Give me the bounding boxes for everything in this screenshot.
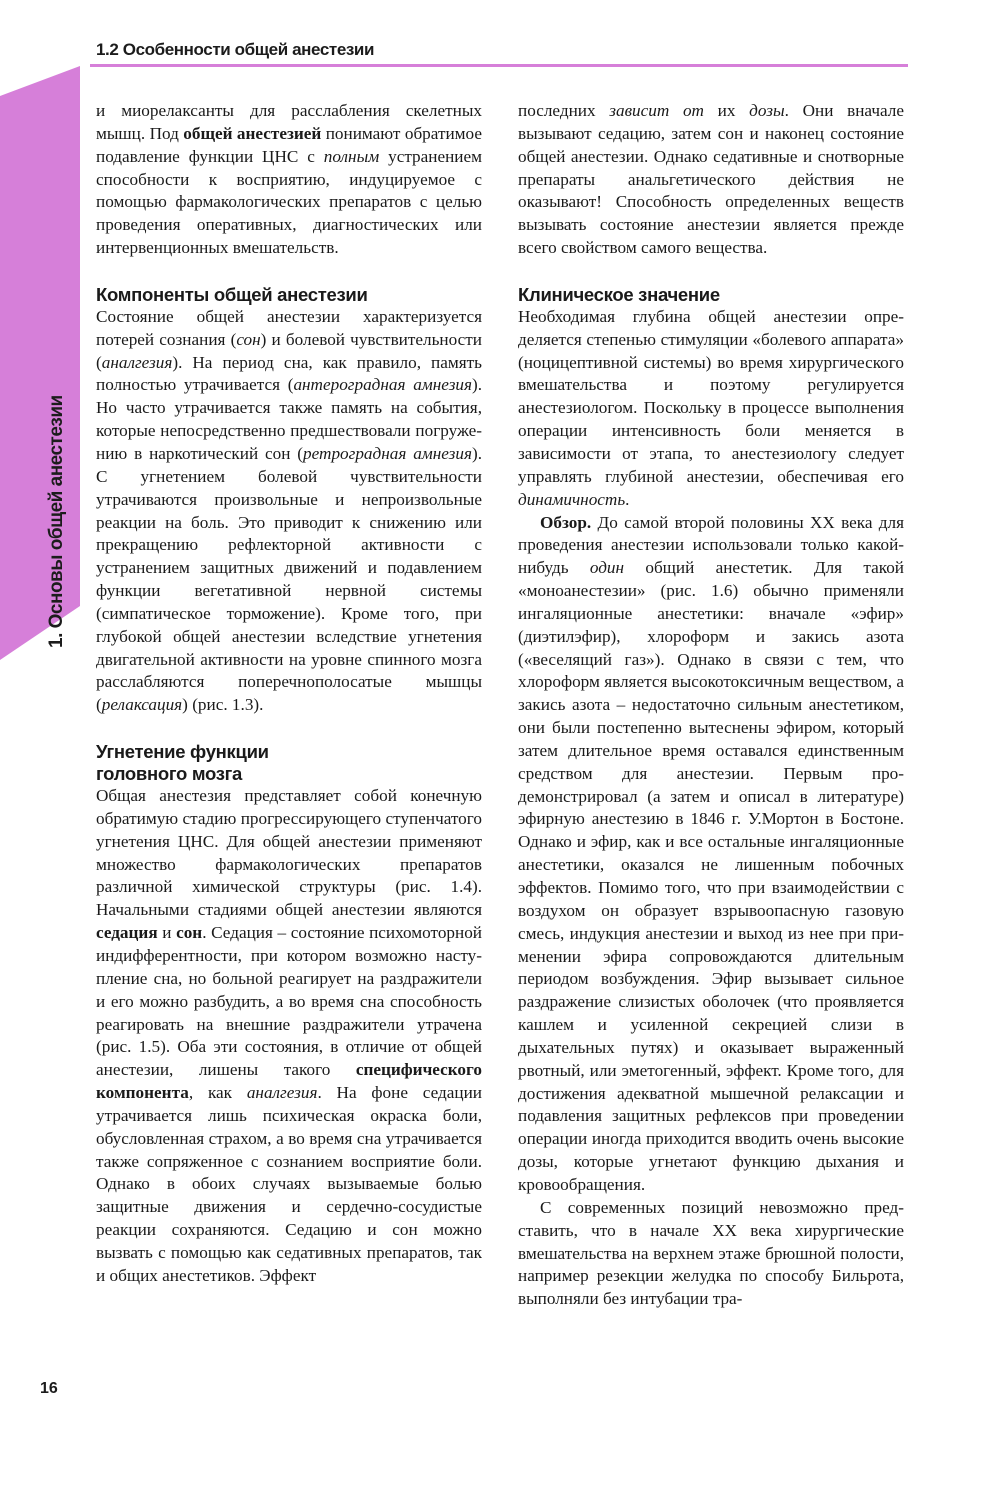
- text-run: ). С угнетением болевой чувствительности утрачиваются произвольные и непроизвольные реакции на боль. Это приводит к снижению или прекращению рефлекторной активности с устранением защитных движений и подавлением функции вегетативной нервной системы (симпатическое торможение). Кроме того, при глубокой общей анестезии вследствие угнетения двигательной активности на уровне спинного мозга расслабляются поперечнополосатые мышцы (: [96, 443, 483, 715]
- text-run: Состояние общей анестезии характеризуется потерей сознания (: [96, 306, 482, 349]
- text-run: Обзор.: [540, 512, 592, 532]
- text-run: .: [625, 489, 630, 509]
- text-run: антероградная амнезия: [293, 375, 472, 395]
- right-column: [518, 100, 904, 1311]
- text-run: и миорелаксанты для расслабления скелетных мышц. Под: [96, 101, 482, 143]
- text-run: понимают обратимое подавление функции ЦНС с: [96, 123, 482, 166]
- brain-depression-paragraph: [96, 785, 482, 1288]
- text-run: ). На период сна, как правило, память полностью утрачивается (: [96, 352, 482, 395]
- text-run: . Они вначале вызывают седацию, затем сон и наконец состояние общей анестезии. Однако седативные и снотворные препараты анальгетического действия не оказывают! Способность определенных веществ вызывать состояние анестезии является прежде всего свойством самого вещества.: [518, 101, 904, 258]
- text-run: С современных позиций невозможно представить, что в начале XX века хирургические вмешательства на верхнем этаже брюшной полости, например резекции желудка по способу Бильрота, выполняли без интубации тра-: [518, 1197, 904, 1309]
- text-run: последних: [518, 101, 610, 120]
- page-number: 16: [40, 1380, 58, 1397]
- text-run: один: [589, 558, 625, 578]
- text-run: общей анестезией: [183, 123, 322, 143]
- continuation-paragraph: [518, 100, 904, 260]
- section-heading-brain-depression: [96, 741, 482, 785]
- text-run: , как: [188, 1083, 247, 1103]
- text-run: ретроградная амнезия: [303, 443, 472, 463]
- text-run: устранением способности к восприятию, индуцируемое с помощью фармакологических препаратов с целью проведения оперативных, диагностических или интервенционных вмешательств.: [96, 146, 482, 258]
- text-run: ) (рис. 1.3).: [182, 695, 264, 715]
- text-run: общий анестетик. Для такой «моноанестезии» (рис. 1.6) обычно применяли ингаляционные анестетики: вначале «эфир» (диэтилэфир), хлороформ и закись азота («веселящий газ»). Однако в связи с тем, что хлороформ является высокотоксичным веществом, а закись азота – недостаточно сильным анестетиком, они были постепенно вытеснены эфиром, который затем длительное время оставался единственным средством для анестезии. Первым продемонстрировал (а затем и описал в литературе) эфирную анестезию в 1846 г. У.Мортон в Бостоне. Однако и эфир, как и все остальные ингаляционные анестетики, оказался не лишенным побочных эффектов. Помимо того, что при взаимодействии с воздухом он образует взрывоопасную газовую смесь, индукция анестезии и выход из нее при применении эфира сопровождаются длительным периодом возбуждения. Эфир вызывает сильное раздражение слизистых оболочек (что проявляется кашлем и усиленной секрецией слизи в дыхательных путях) и оказывает выраженный рвотный, или эметогенный, эффект. Кроме того, для достижения адекватной мышечной релаксации и подавления защитных рефлексов при проведении операции иногда приходится вводить очень высокие дозы, которые угнетают функцию дыхания и кровообращения.: [518, 558, 905, 1194]
- section-heading-clinical: Клиническое значение: [518, 283, 720, 305]
- text-run: седация: [96, 923, 158, 943]
- left-column: [96, 100, 482, 1288]
- clinical-paragraph: [518, 306, 904, 512]
- heading-line-1: Угнетение функции: [96, 741, 269, 763]
- text-run: Общая анестезия представляет собой конечную обратимую стадию прогрессирующего ступенчатого угнетения ЦНС. Для общей анестезии применяют множество фармакологических препаратов различной химической структуры (рис. 1.4). Начальными стадиями общей анестезии являются: [96, 786, 482, 920]
- text-run: дозы: [749, 101, 785, 120]
- text-run: их: [703, 101, 750, 120]
- running-head: 1.2 Особенности общей анестезии: [96, 40, 375, 59]
- text-run: релаксация: [101, 695, 183, 715]
- intro-paragraph: [96, 100, 482, 260]
- chapter-label: 1. Основы общей анестезии: [46, 395, 67, 648]
- text-run: специфического компонента: [96, 1060, 482, 1103]
- text-run: зависит от: [609, 101, 704, 120]
- text-run: ) и болевой чувствительности (: [96, 329, 482, 372]
- text-run: динамичность: [518, 489, 626, 509]
- text-run: сон: [176, 923, 203, 943]
- text-run: . Седация – состояние психомоторной индифферентности, при котором возможно наступление сна, но больной реагирует на раздражители и его можно разбудить, а во время сна способность реагировать на внешние раздражители утрачена (рис. 1.5). Оба эти состояния, в отличие от общей анестезии, лишены такого: [96, 923, 483, 1080]
- text-run: ). Но часто утрачивается также память на события, которые непосредственно предшествовали погружению в наркотический сон (: [96, 375, 483, 463]
- chapter-side-tab: [0, 0, 80, 1501]
- components-paragraph: [96, 306, 482, 717]
- final-paragraph: [518, 1197, 904, 1311]
- text-run: полным: [323, 146, 380, 166]
- overview-paragraph: [518, 512, 904, 1197]
- text-run: Необходимая глубина общей анестезии определяется степенью стимуляции «болевого аппарата» (ноцицептивной системы) во время хирургического вмешательства и поэтому регулируется анестезиологом. Поскольку в процессе выполнения операции интенсивность боли меняется в зависимости от этапа, то анестезиологу следует управлять глубиной анестезии, обеспечивая его: [518, 306, 904, 486]
- side-tab-fill: [0, 66, 80, 660]
- side-tab-shape: [0, 0, 80, 1501]
- heading-line-2: головного мозга: [96, 763, 243, 785]
- text-run: До самой второй половины XX века для проведения анестезии использовали только какой-нибудь: [518, 512, 904, 578]
- text-run: аналгезия: [246, 1083, 318, 1103]
- text-run: . На фоне седации утрачивается лишь психическая окраска боли, обусловленная страхом, а во время сна утрачивается также сопряженное с сознанием восприятие боли. Однако в обоих случаях вызываемые болью защитные движения и сердечно-сосудистые реакции сохраняются. Седацию и сон можно вызвать с помощью как седативных препаратов, так и общих анестетиков. Эффект: [96, 1083, 482, 1285]
- text-run: сон: [236, 329, 261, 349]
- section-heading-components: Компоненты общей анестезии: [96, 283, 368, 305]
- text-run: и: [157, 923, 177, 943]
- text-run: аналгезия: [101, 352, 173, 372]
- header-rule: [90, 64, 908, 67]
